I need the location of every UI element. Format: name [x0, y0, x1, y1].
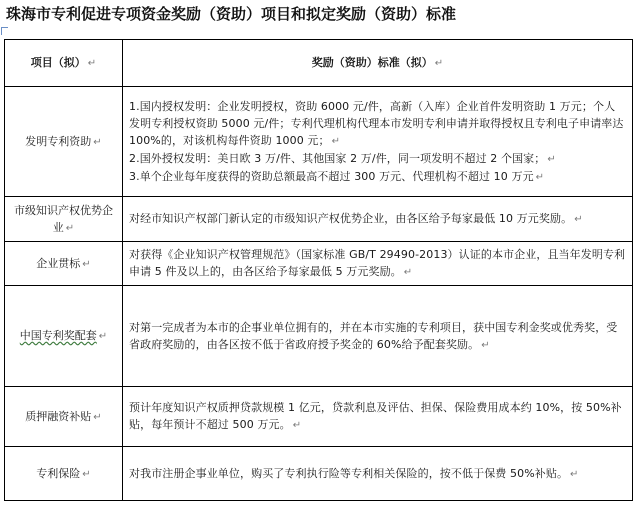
return-mark-icon: ↵: [481, 339, 490, 351]
project-name-cell: [5, 286, 123, 387]
header-project: [5, 40, 123, 87]
project-name: 企业贯标: [36, 256, 81, 270]
page-title: 珠海市专利促进专项资金奖励（资助）项目和拟定奖励（资助）标准: [6, 5, 457, 23]
return-mark-icon: ↵: [331, 135, 341, 147]
standard-cell: [123, 197, 633, 242]
return-mark-icon: ↵: [87, 58, 97, 69]
return-mark-icon: ↵: [98, 331, 108, 342]
return-mark-icon: ↵: [292, 420, 302, 431]
table-row: [5, 242, 633, 286]
header-standard-label: 奖励（资助）标准（拟）: [311, 56, 433, 69]
return-mark-icon: ↵: [82, 468, 91, 480]
standard-text: 对我市注册企事业单位，购买了专利执行险等专利相关保险的，按不低于保费 50%补贴。: [129, 466, 569, 480]
standard-cell: [123, 387, 633, 447]
table-row: [5, 286, 633, 387]
project-name: 发明专利资助: [25, 134, 92, 148]
standard-line: [129, 98, 626, 150]
standard-cell: [123, 447, 633, 501]
project-name-cell: [5, 87, 123, 197]
standard-text: 对经市知识产权部门新认定的市级知识产权优势企业，由各区给予每家最低 10 万元奖励。: [129, 212, 573, 225]
standard-text: 1.国内授权发明：企业发明授权，资助 6000 元/件，高新（入库）企业首件发明资助 1 万元；个人发明专利授权资助 5000 元/件；专利代理机构代理本市发明专利申请并取得授权且专利电子申请率达 100%的，对该机构每件资助 1000 元；: [129, 99, 624, 147]
project-name: 质押融资补贴: [25, 409, 92, 423]
standard-cell: [123, 286, 633, 387]
return-mark-icon: ↵: [65, 222, 75, 234]
table-header-row: [5, 40, 633, 87]
return-mark-icon: ↵: [434, 58, 444, 69]
standard-text: 预计年度知识产权质押贷款规模 1 亿元，贷款利息及评估、担保、保险费用成本约 10%，按 50%补贴，每年预计不超过 500 万元。: [129, 401, 622, 431]
project-name: 专利保险: [36, 466, 81, 480]
project-name: 市级知识产权优势企业: [14, 203, 113, 234]
table-row: [5, 447, 633, 501]
standard-text: 对第一完成者为本市的企事业单位拥有的，并在本市实施的专利项目，获中国专利金奖或优秀奖，受省政府奖励的，由各区按不低于省政府授予奖金的 60%给予配套奖励。: [129, 320, 618, 351]
return-mark-icon: ↵: [82, 258, 91, 270]
policy-table: [4, 39, 633, 501]
return-mark-icon: ↵: [574, 214, 583, 225]
standard-cell: [123, 242, 633, 286]
header-standard: [123, 40, 633, 87]
return-mark-icon: ↵: [403, 267, 413, 278]
standard-line: [129, 150, 626, 168]
table-row: [5, 197, 633, 242]
project-name-cell: [5, 242, 123, 286]
project-name-cell: [5, 387, 123, 447]
project-name: 中国专利奖配套: [19, 329, 97, 342]
header-project-label: 项目（拟）: [30, 56, 86, 69]
standard-text: 对获得《企业知识产权管理规范》（国家标准 GB/T 29490-2013）认证的本市企业，且当年发明专利申请 5 件及以上的，由各区给予每家最低 5 万元奖励。: [129, 248, 626, 278]
project-name-cell: [5, 447, 123, 501]
standard-text: 2.国外授权发明：美日欧 3 万/件、其他国家 2 万/件，同一项发明不超过 2 个国家；: [129, 151, 546, 165]
return-mark-icon: ↵: [93, 136, 102, 148]
table-row: [5, 387, 633, 447]
table-row: [5, 87, 633, 197]
project-name-cell: [5, 197, 123, 242]
return-mark-icon: ↵: [547, 153, 556, 165]
standard-text: 3.单个企业每年度获得的资助总额最高不超过 300 万元、代理机构不超过 10 万元: [129, 169, 534, 183]
return-mark-icon: ↵: [93, 411, 102, 423]
standard-cell: [123, 87, 633, 197]
paragraph-anchor-icon: [1, 27, 8, 35]
return-mark-icon: ↵: [570, 468, 579, 480]
standard-line: [129, 168, 626, 186]
return-mark-icon: ↵: [535, 171, 545, 183]
